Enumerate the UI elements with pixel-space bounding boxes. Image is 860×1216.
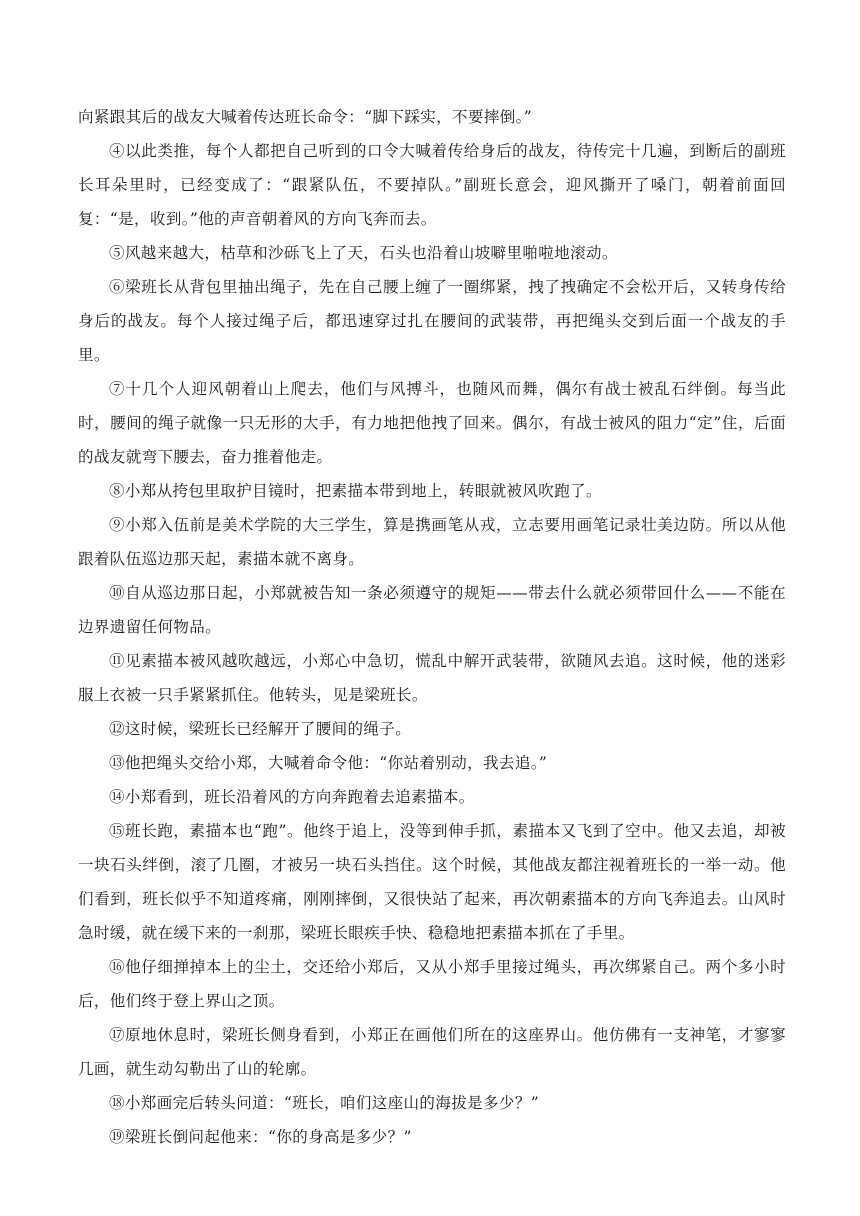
paragraph-15: ⑮班长跑，素描本也“跑”。他终于追上，没等到伸手抓，素描本又飞到了空中。他又去追，却被一块石头绊倒，滚了几圈，才被另一块石头挡住。这个时候，其他战友都注视着班长的一举一动。他们看到，班长似乎不知道疼痛，刚刚摔倒，又很快站了起来，再次朝素描本的方向飞奔追去。山风时急时缓，就在缓下来的一刹那，梁班长眼疾手快、稳稳地把素描本抓在了手里。 bbox=[78, 822, 786, 942]
paragraph-6: ⑥梁班长从背包里抽出绳子，先在自己腰上缠了一圈绑紧，拽了拽确定不会松开后，又转身传给身后的战友。每个人接过绳子后，都迅速穿过扎在腰间的武装带，再把绳头交到后面一个战友的手里。 bbox=[78, 278, 786, 364]
paragraph-5: ⑤风越来越大，枯草和沙砾飞上了天，石头也沿着山坡噼里啪啦地滚动。 bbox=[109, 244, 618, 262]
document-body bbox=[78, 100, 786, 1154]
paragraph-4: ④以此类推，每个人都把自己听到的口令大喊着传给身后的战友，待传完十几遍，到断后的副班长耳朵里时，已经变成了：“跟紧队伍，不要掉队。”副班长意会，迎风撕开了嗓门，朝着前面回复：“是，收到。”他的声音朝着风的方向飞奔而去。 bbox=[78, 142, 786, 228]
paragraph-11: ⑪见素描本被风越吹越远，小郑心中急切，慌乱中解开武装带，欲随风去追。这时候，他的迷彩服上衣被一只手紧紧抓住。他转头，见是梁班长。 bbox=[78, 652, 786, 704]
paragraph-7: ⑦十几个人迎风朝着山上爬去，他们与风搏斗，也随风而舞，偶尔有战士被乱石绊倒。每当此时，腰间的绳子就像一只无形的大手，有力地把他拽了回来。偶尔，有战士被风的阻力“定”住，后面的战友就弯下腰去，奋力推着他走。 bbox=[78, 380, 786, 466]
paragraph-8: ⑧小郑从挎包里取护目镜时，把素描本带到地上，转眼就被风吹跑了。 bbox=[109, 482, 602, 500]
paragraph-19: ⑲梁班长倒问起他来：“你的身高是多少？” bbox=[109, 1128, 412, 1146]
paragraph-16: ⑯他仔细掸掉本上的尘土，交还给小郑后，又从小郑手里接过绳头，再次绑紧自己。两个多小时后，他们终于登上界山之顶。 bbox=[78, 958, 786, 1010]
paragraph-14: ⑭小郑看到，班长沿着风的方向奔跑着去追素描本。 bbox=[109, 788, 475, 806]
paragraph-18: ⑱小郑画完后转头问道：“班长，咱们这座山的海拔是多少？” bbox=[109, 1094, 540, 1112]
paragraph-1: 向紧跟其后的战友大喊着传达班长命令：“脚下踩实，不要摔倒。” bbox=[78, 108, 533, 126]
paragraph-13: ⑬他把绳头交给小郑，大喊着命令他：“你站着别动，我去追。” bbox=[109, 754, 548, 772]
paragraph-12: ⑫这时候，梁班长已经解开了腰间的绳子。 bbox=[109, 720, 412, 738]
paragraph-10: ⑩自从巡边那日起，小郑就被告知一条必须遵守的规矩——带去什么就必须带回什么——不能在边界遗留任何物品。 bbox=[78, 584, 786, 636]
paragraph-9: ⑨小郑入伍前是美术学院的大三学生，算是携画笔从戎，立志要用画笔记录壮美边防。所以从他跟着队伍巡边那天起，素描本就不离身。 bbox=[78, 516, 786, 568]
paragraph-17: ⑰原地休息时，梁班长侧身看到，小郑正在画他们所在的这座界山。他仿佛有一支神笔，才寥寥几画，就生动勾勒出了山的轮廓。 bbox=[78, 1026, 786, 1078]
